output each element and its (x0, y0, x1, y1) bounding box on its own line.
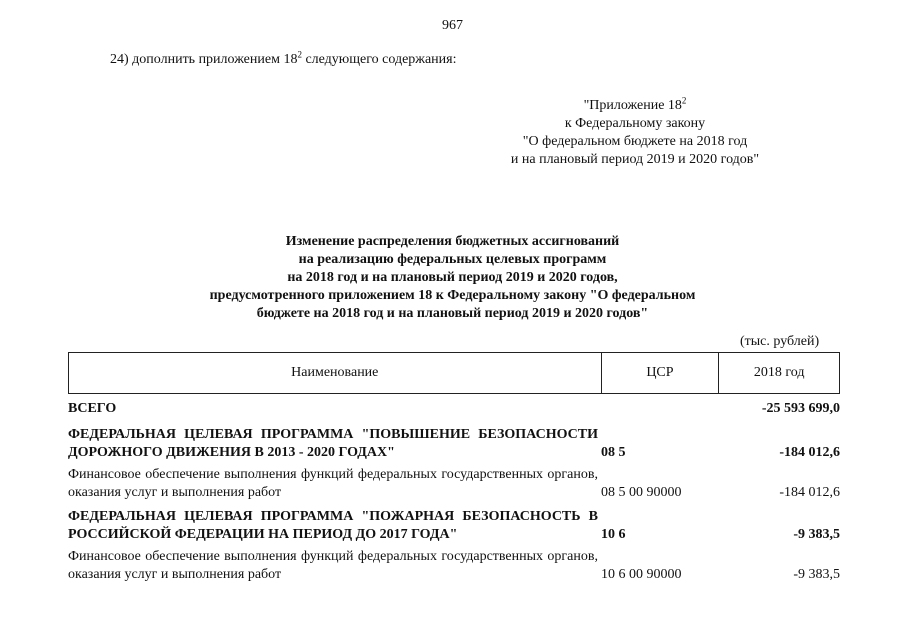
header-row (69, 353, 840, 394)
row-amount: -184 012,6 (779, 445, 840, 460)
row-amount: -25 593 699,0 (761, 401, 840, 416)
appendix-line-3: "О федеральном бюджете на 2018 год (522, 134, 748, 149)
title-line-2: на реализацию федеральных целевых программ (298, 252, 607, 267)
table-row (68, 426, 840, 462)
document-title (150, 233, 755, 323)
table-header (68, 352, 840, 394)
title-line-5: бюджете на 2018 год и на плановый период 2019 и 2020 годов" (256, 306, 649, 321)
row-name: Финансовое обеспечение выполнения функций федеральных государственных органов, оказания услуг и выполнения работ (68, 467, 598, 500)
intro-text (110, 49, 457, 68)
page-number: 967 (442, 18, 463, 33)
table-row (68, 466, 840, 502)
title-line-1: Изменение распределения бюджетных ассигнований (285, 234, 620, 249)
table-row (68, 508, 840, 544)
appendix-line-1-text: "Приложение 18 (583, 98, 682, 113)
appendix-line-2: к Федеральному закону (564, 116, 706, 131)
title-line-3: на 2018 год и на плановый период 2019 и 2020 годов, (287, 270, 618, 285)
row-csr: 08 5 (601, 445, 626, 460)
appendix-line-4: и на плановый период 2019 и 2020 годов" (510, 152, 760, 167)
row-amount: -184 012,6 (779, 485, 840, 500)
header-year: 2018 год (719, 353, 840, 394)
intro-main: 24) дополнить приложением 18 (110, 52, 298, 67)
header-csr: ЦСР (601, 353, 719, 394)
appendix-line-1 (470, 97, 800, 115)
appendix-header (470, 97, 800, 169)
row-name: Финансовое обеспечение выполнения функций федеральных государственных органов, оказания услуг и выполнения работ (68, 549, 598, 582)
row-csr: 10 6 00 90000 (601, 567, 682, 582)
row-csr: 08 5 00 90000 (601, 485, 682, 500)
row-amount: -9 383,5 (793, 567, 840, 582)
title-line-4: предусмотренного приложением 18 к Федеральному закону "О федеральном (209, 288, 696, 303)
table-row (68, 400, 840, 418)
intro-superscript: 2 (297, 49, 302, 60)
header-name: Наименование (69, 353, 602, 394)
intro-after: следующего содержания: (301, 52, 457, 67)
units-label: (тыс. рублей) (740, 334, 820, 349)
row-amount: -9 383,5 (793, 527, 840, 542)
row-name: ФЕДЕРАЛЬНАЯ ЦЕЛЕВАЯ ПРОГРАММА "ПОВЫШЕНИЕ БЕЗОПАСНОСТИ ДОРОЖНОГО ДВИЖЕНИЯ В 2013 - 2020 ГОДАХ" (68, 427, 598, 460)
row-csr: 10 6 (601, 527, 626, 542)
row-name: ФЕДЕРАЛЬНАЯ ЦЕЛЕВАЯ ПРОГРАММА "ПОЖАРНАЯ БЕЗОПАСНОСТЬ В РОССИЙСКОЙ ФЕДЕРАЦИИ НА ПЕРИОД ДО 2017 ГОДА" (68, 509, 598, 542)
appendix-superscript: 2 (681, 95, 687, 106)
row-name: ВСЕГО (68, 401, 117, 416)
table-row (68, 548, 840, 584)
